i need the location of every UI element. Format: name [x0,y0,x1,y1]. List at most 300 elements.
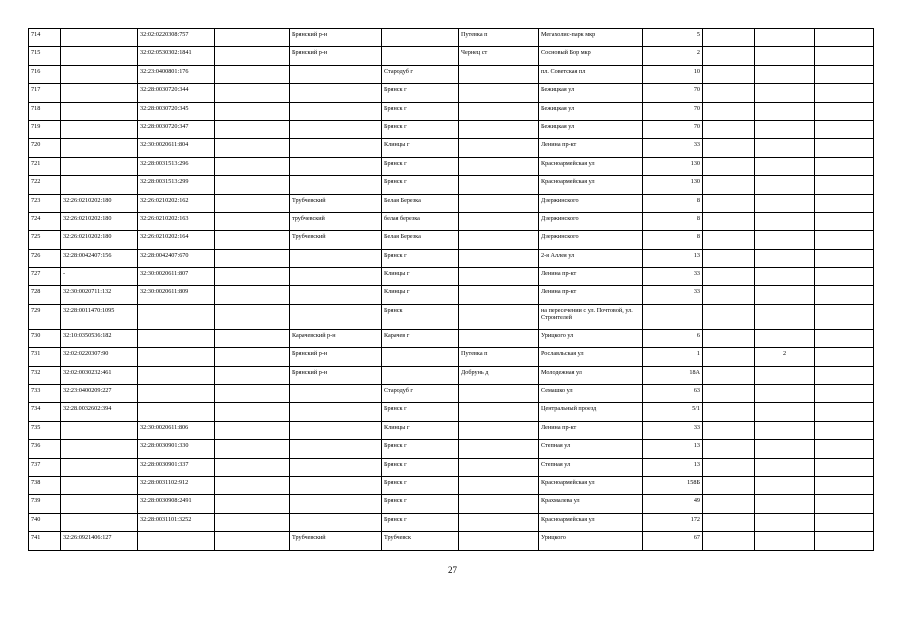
cell-col-11 [755,157,815,175]
cell-house: 130 [643,157,703,175]
cell-col-11 [755,249,815,267]
cell-row-number: 724 [29,212,61,230]
cell-col-10 [703,231,755,249]
cell-row-number: 723 [29,194,61,212]
cell-settlement: Белая Березка [382,194,459,212]
table-row [29,532,874,550]
cell-district [290,403,382,421]
table-row [29,421,874,439]
cell-col-11 [755,139,815,157]
cell-col-10 [703,286,755,304]
cell-col-4 [215,268,290,286]
cell-row-number: 741 [29,532,61,550]
cell-col-12 [815,47,874,65]
cell-house: 13 [643,458,703,476]
cell-locality [459,231,539,249]
cell-district [290,440,382,458]
cell-house: 70 [643,84,703,102]
cell-settlement: Клинцы г [382,268,459,286]
cell-cadastral-land: 32:02:0030232:461 [61,366,138,384]
cell-row-number: 734 [29,403,61,421]
cell-street: Дзержинского [539,194,643,212]
cell-col-11 [755,329,815,347]
table-row [29,212,874,230]
table-row [29,513,874,531]
cell-col-12 [815,385,874,403]
table-row [29,29,874,47]
cell-row-number: 732 [29,366,61,384]
cell-house: 8 [643,194,703,212]
table-row [29,176,874,194]
cell-house: 13 [643,440,703,458]
cell-locality: Путевка п [459,348,539,366]
table-row [29,47,874,65]
cell-cadastral-object: 32:02:0530302:1841 [138,47,215,65]
cell-settlement [382,29,459,47]
cell-row-number: 719 [29,120,61,138]
cell-col-11 [755,513,815,531]
cell-col-4 [215,532,290,550]
cell-cadastral-object: 32:26:0210202:162 [138,194,215,212]
cell-cadastral-object: 32:28:0031102:912 [138,476,215,494]
cell-col-11 [755,532,815,550]
table-row [29,157,874,175]
cell-row-number: 727 [29,268,61,286]
cell-col-4 [215,65,290,83]
cell-row-number: 717 [29,84,61,102]
cell-locality [459,385,539,403]
cell-settlement: Белая Березка [382,231,459,249]
cell-house: 8 [643,212,703,230]
cell-col-10 [703,212,755,230]
cell-row-number: 728 [29,286,61,304]
cell-cadastral-object: 32:23:0400801:176 [138,65,215,83]
cell-cadastral-object: 32:28:0042407:670 [138,249,215,267]
cell-cadastral-land [61,84,138,102]
cell-col-10 [703,268,755,286]
page-number: 27 [448,565,457,575]
cell-house: 130 [643,176,703,194]
cell-locality [459,84,539,102]
cell-cadastral-object [138,329,215,347]
cell-cadastral-land [61,120,138,138]
cell-cadastral-land [61,176,138,194]
cell-col-12 [815,476,874,494]
table-row [29,495,874,513]
cell-col-12 [815,348,874,366]
cell-col-4 [215,102,290,120]
cell-settlement [382,348,459,366]
cell-district [290,513,382,531]
cell-settlement: Трубчевск [382,532,459,550]
cell-cadastral-land: 32:26:0210202:180 [61,194,138,212]
cell-col-10 [703,403,755,421]
cell-cadastral-land [61,29,138,47]
cell-cadastral-land: 32:30:0020711:132 [61,286,138,304]
cell-settlement: Брянск г [382,458,459,476]
cell-house: 158Б [643,476,703,494]
cell-cadastral-land [61,421,138,439]
cell-cadastral-land [61,476,138,494]
cell-col-11 [755,268,815,286]
cell-col-4 [215,366,290,384]
cell-settlement: Стародуб г [382,385,459,403]
cell-district: Брянский р-н [290,47,382,65]
cell-street: Центральный проезд [539,403,643,421]
cell-house: 6 [643,329,703,347]
cell-settlement: Брянск г [382,440,459,458]
table-row [29,366,874,384]
cell-street: Бежицкая ул [539,102,643,120]
cell-cadastral-object [138,304,215,329]
cell-col-12 [815,65,874,83]
cell-col-11: 2 [755,348,815,366]
cell-house: 33 [643,139,703,157]
cell-district [290,268,382,286]
cell-col-4 [215,458,290,476]
cell-district [290,458,382,476]
cell-street: Сосновый Бор мкр [539,47,643,65]
cell-street: Бежицкая ул [539,84,643,102]
cell-col-10 [703,194,755,212]
cell-col-11 [755,385,815,403]
cell-col-10 [703,366,755,384]
cell-col-4 [215,47,290,65]
cell-street: Крахмалева ул [539,495,643,513]
cell-cadastral-land: 32:02:0220307:90 [61,348,138,366]
cell-district [290,286,382,304]
cell-row-number: 739 [29,495,61,513]
cell-col-10 [703,495,755,513]
cell-house: 5/1 [643,403,703,421]
cell-cadastral-object [138,348,215,366]
cell-col-12 [815,194,874,212]
cell-street: Молодежная ул [539,366,643,384]
cell-cadastral-object: 32:26:0210202:164 [138,231,215,249]
cell-cadastral-object: 32:28:0030901:330 [138,440,215,458]
cell-col-12 [815,84,874,102]
cell-cadastral-object [138,403,215,421]
cell-col-11 [755,286,815,304]
cell-locality [459,403,539,421]
cell-col-11 [755,102,815,120]
cell-district [290,304,382,329]
cell-district [290,385,382,403]
cell-locality [459,268,539,286]
cell-col-10 [703,65,755,83]
cell-col-4 [215,29,290,47]
cell-row-number: 721 [29,157,61,175]
table-row [29,102,874,120]
cell-cadastral-land [61,495,138,513]
cell-col-10 [703,476,755,494]
cell-row-number: 730 [29,329,61,347]
cell-col-11 [755,440,815,458]
cell-col-10 [703,84,755,102]
cell-district [290,421,382,439]
table-row [29,385,874,403]
cell-col-12 [815,231,874,249]
cell-col-12 [815,495,874,513]
cell-locality [459,304,539,329]
cell-row-number: 715 [29,47,61,65]
cell-col-12 [815,532,874,550]
cell-settlement: Брянск г [382,476,459,494]
cell-district: Трубчевский [290,532,382,550]
cell-col-10 [703,176,755,194]
cell-settlement: Стародуб г [382,65,459,83]
cell-col-11 [755,366,815,384]
cell-col-12 [815,458,874,476]
cell-cadastral-object: 32:28:0031513:296 [138,157,215,175]
cell-street: Степная ул [539,440,643,458]
cell-cadastral-land: 32:28:0011470:1095 [61,304,138,329]
cell-col-4 [215,286,290,304]
cell-district [290,102,382,120]
cell-cadastral-object: 32:30:0020611:806 [138,421,215,439]
cell-col-4 [215,120,290,138]
cell-district: Трубчевский [290,231,382,249]
cell-locality [459,458,539,476]
cell-col-4 [215,348,290,366]
cell-row-number: 725 [29,231,61,249]
cell-house: 63 [643,385,703,403]
cell-col-4 [215,304,290,329]
cell-district: Брянский р-н [290,366,382,384]
cell-street: Рославльская ул [539,348,643,366]
cell-col-12 [815,329,874,347]
cell-row-number: 714 [29,29,61,47]
cell-street: на пересечении с ул. Почтовой, ул. Строителей [539,304,643,329]
cell-col-11 [755,47,815,65]
table-row [29,65,874,83]
cell-locality [459,65,539,83]
cell-col-10 [703,440,755,458]
cell-street: Ленина пр-кт [539,268,643,286]
cell-street: Ленина пр-кт [539,139,643,157]
cell-house: 5 [643,29,703,47]
cell-settlement: Брянск г [382,249,459,267]
cell-street: Семашко ул [539,385,643,403]
cell-settlement: Карачев г [382,329,459,347]
cell-cadastral-land [61,65,138,83]
table-row [29,403,874,421]
cell-col-10 [703,385,755,403]
cell-cadastral-object: 32:30:0020611:809 [138,286,215,304]
cell-col-12 [815,268,874,286]
cell-district: Трубчевский [290,194,382,212]
cell-locality [459,194,539,212]
table-row [29,440,874,458]
cell-col-12 [815,176,874,194]
cell-row-number: 733 [29,385,61,403]
cell-cadastral-land [61,47,138,65]
cell-row-number: 735 [29,421,61,439]
cell-col-4 [215,249,290,267]
cell-cadastral-object: 32:28:0030901:337 [138,458,215,476]
cell-locality [459,212,539,230]
cell-col-11 [755,84,815,102]
cell-cadastral-land: 32:26:0210202:180 [61,231,138,249]
cell-settlement: белая березка [382,212,459,230]
cell-house: 8 [643,231,703,249]
cell-col-4 [215,385,290,403]
cell-locality [459,513,539,531]
cell-col-12 [815,139,874,157]
cell-cadastral-land: 32:28:0042407:156 [61,249,138,267]
cell-col-12 [815,403,874,421]
cell-district: Карачевский р-н [290,329,382,347]
cell-house: 33 [643,286,703,304]
register-table-body [29,29,874,551]
cell-col-11 [755,65,815,83]
cell-col-10 [703,458,755,476]
cell-row-number: 736 [29,440,61,458]
cell-settlement: Брянск г [382,513,459,531]
cell-col-12 [815,513,874,531]
cell-col-4 [215,421,290,439]
cell-house [643,304,703,329]
cell-settlement: Брянск г [382,84,459,102]
table-row [29,249,874,267]
cell-col-11 [755,304,815,329]
cell-col-4 [215,513,290,531]
cell-locality [459,176,539,194]
cell-settlement: Брянск г [382,176,459,194]
cell-col-4 [215,231,290,249]
cell-cadastral-object: 32:28:0031513:299 [138,176,215,194]
cell-col-4 [215,495,290,513]
cell-district: Брянский р-н [290,29,382,47]
cell-col-11 [755,194,815,212]
cell-house: 70 [643,120,703,138]
cell-street: Красноармейская ул [539,476,643,494]
table-row [29,120,874,138]
cell-col-10 [703,102,755,120]
cell-street: Урицкого [539,532,643,550]
cell-col-10 [703,304,755,329]
cell-cadastral-object: 32:02:0220308:757 [138,29,215,47]
cell-cadastral-object: 32:30:0020611:804 [138,139,215,157]
cell-locality [459,249,539,267]
cell-district [290,120,382,138]
cell-cadastral-land [61,157,138,175]
cell-settlement: Брянск г [382,120,459,138]
cell-col-4 [215,440,290,458]
cell-house: 49 [643,495,703,513]
cell-col-12 [815,366,874,384]
cell-settlement: Брянск г [382,495,459,513]
cell-col-11 [755,231,815,249]
cell-house: 1 [643,348,703,366]
cell-col-10 [703,120,755,138]
cell-street: Бежицкая ул [539,120,643,138]
cell-district [290,157,382,175]
cell-row-number: 720 [29,139,61,157]
register-table [28,28,874,551]
cell-cadastral-land: 32:26:0210202:180 [61,212,138,230]
cell-locality: Путевка п [459,29,539,47]
table-row [29,304,874,329]
cell-col-11 [755,476,815,494]
cell-col-4 [215,194,290,212]
cell-district [290,176,382,194]
cell-col-4 [215,476,290,494]
cell-street: Степная ул [539,458,643,476]
cell-col-12 [815,304,874,329]
table-row [29,458,874,476]
cell-house: 10 [643,65,703,83]
cell-col-10 [703,29,755,47]
table-row [29,348,874,366]
cell-col-10 [703,532,755,550]
cell-cadastral-object: 32:28:0030720:345 [138,102,215,120]
cell-col-10 [703,513,755,531]
cell-settlement: Клинцы г [382,421,459,439]
cell-cadastral-land: 32:23:0400209:227 [61,385,138,403]
cell-street: Дзержинского [539,231,643,249]
cell-cadastral-object: 32:28:0031101:3252 [138,513,215,531]
cell-row-number: 726 [29,249,61,267]
cell-row-number: 729 [29,304,61,329]
cell-row-number: 737 [29,458,61,476]
cell-col-4 [215,84,290,102]
cell-house: 13 [643,249,703,267]
cell-col-12 [815,286,874,304]
cell-house: 33 [643,421,703,439]
cell-col-10 [703,157,755,175]
cell-locality [459,102,539,120]
cell-row-number: 718 [29,102,61,120]
cell-col-10 [703,47,755,65]
cell-locality [459,139,539,157]
cell-locality [459,329,539,347]
cell-col-4 [215,212,290,230]
cell-locality [459,157,539,175]
cell-col-11 [755,176,815,194]
cell-cadastral-land [61,102,138,120]
table-row [29,84,874,102]
cell-col-10 [703,329,755,347]
cell-street: Красноармейская ул [539,176,643,194]
cell-house: 2 [643,47,703,65]
table-row [29,194,874,212]
cell-col-12 [815,212,874,230]
cell-locality: Чернец ст [459,47,539,65]
cell-locality [459,495,539,513]
cell-cadastral-object [138,532,215,550]
cell-row-number: 738 [29,476,61,494]
cell-district [290,476,382,494]
cell-settlement: Клинцы г [382,139,459,157]
cell-settlement: Брянск г [382,403,459,421]
cell-district [290,249,382,267]
cell-row-number: 740 [29,513,61,531]
cell-col-10 [703,348,755,366]
cell-house: 18А [643,366,703,384]
cell-col-11 [755,403,815,421]
cell-col-11 [755,458,815,476]
cell-col-12 [815,29,874,47]
cell-col-4 [215,176,290,194]
cell-street: пл. Советская пл [539,65,643,83]
table-row [29,139,874,157]
cell-settlement: Брянск [382,304,459,329]
cell-settlement: Брянск г [382,102,459,120]
cell-cadastral-object: 32:26:0210202:163 [138,212,215,230]
cell-cadastral-land: - [61,268,138,286]
cell-col-12 [815,249,874,267]
